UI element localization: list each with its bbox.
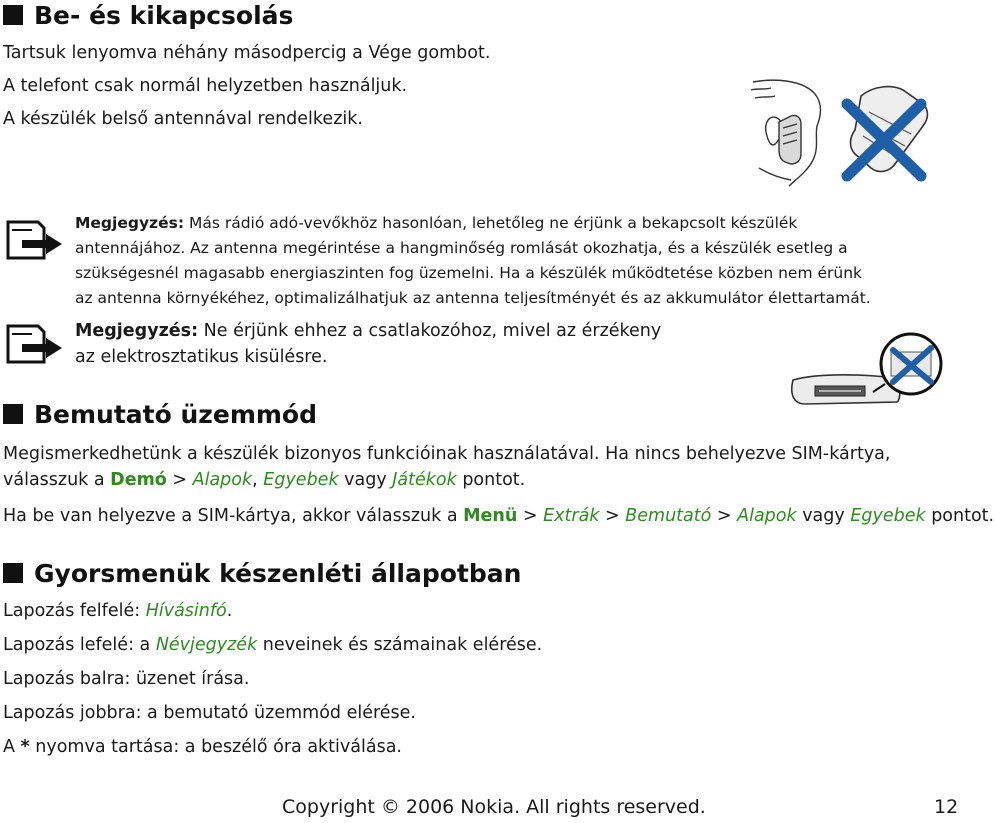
shortcut-up: Lapozás felfelé: Hívásinfó. (3, 601, 233, 621)
menu-path-egyebek: Egyebek (263, 470, 339, 490)
bullet-square-icon (3, 5, 23, 25)
menu-path-extrak: Extrák (543, 506, 600, 526)
menu-path-demo: Demó (110, 470, 167, 490)
menu-path-alapok: Alapok (192, 470, 253, 490)
shortcut-down-target: Névjegyzék (155, 635, 258, 655)
head-with-phone-illustration (751, 80, 821, 186)
connector-crossed-illustration (785, 330, 960, 412)
shortcut-up-target: Hívásinfó (145, 601, 227, 621)
note-connector-text: Ne érjünk ehhez a csatlakozóhoz, mivel az érzékeny az elektrosztatikus kisülésre. (75, 321, 662, 367)
heading-shortcuts: Gyorsmenük készenléti állapotban (3, 559, 521, 588)
copyright-footer: Copyright © 2006 Nokia. All rights reserved. (282, 796, 706, 818)
menu-path-jatekok: Játékok (392, 470, 457, 490)
heading-demo: Bemutató üzemmód (3, 400, 317, 429)
text-power-3: A készülék belső antennával rendelkezik. (3, 109, 363, 129)
bullet-square-icon (3, 404, 23, 424)
text-power-2: A telefont csak normál helyzetben használjuk. (3, 76, 408, 96)
star-key: * (20, 737, 30, 757)
text-demo-1b: válasszuk a Demó > Alapok, Egyebek vagy Játékok pontot. (3, 470, 526, 490)
shortcut-down: Lapozás lefelé: a Névjegyzék neveinek és számainak elérése. (3, 635, 543, 655)
note-connector-label: Megjegyzés: (75, 321, 199, 341)
text-power-1: Tartsuk lenyomva néhány másodpercig a Vége gombot. (3, 43, 491, 63)
note-antenna-label: Megjegyzés: (75, 214, 185, 232)
heading-power: Be- és kikapcsolás (3, 1, 293, 30)
note-antenna (75, 211, 875, 311)
note-antenna-text: Más rádió adó-vevőkhöz hasonlóan, lehetőleg ne érjünk a bekapcsolt készülék antennájához. Az antenna megérintése a hangminőség romlását okozhatja, és a készülék esetleg a szükségesnél magasabb energiaszinten fog üzemelni. Ha a készülék működtetése közben nem érünk az antenna környékéhez, optimalizálhatjuk az antenna teljesítményét és az akkumulátor élettartamát. (75, 214, 871, 307)
text-demo-1a: Megismerkedhetünk a készülék bizonyos funkcióinak használatával. Ha nincs behelyezve SIM-kártya, (3, 444, 891, 464)
menu-path-egyebek-2: Egyebek (850, 506, 926, 526)
shortcut-star: A * nyomva tartása: a beszélő óra aktiválása. (3, 737, 402, 757)
phone-crossed-illustration (847, 87, 928, 176)
shortcut-right: Lapozás jobbra: a bemutató üzemmód elérése. (3, 703, 416, 723)
menu-path-alapok-2: Alapok (737, 506, 797, 526)
note-connector (75, 318, 685, 370)
note-icon (2, 218, 66, 262)
shortcut-left: Lapozás balra: üzenet írása. (3, 669, 250, 689)
menu-path-bemutato: Bemutató (625, 506, 712, 526)
menu-path-menu: Menü (463, 506, 518, 526)
text-demo-2: Ha be van helyezve a SIM-kártya, akkor válasszuk a Menü > Extrák > Bemutató > Alapok vagy Egyebek pontot. (3, 506, 994, 526)
bullet-square-icon (3, 563, 23, 583)
note-icon (2, 322, 66, 366)
antenna-usage-illustration (745, 76, 945, 188)
page-number: 12 (934, 796, 959, 818)
